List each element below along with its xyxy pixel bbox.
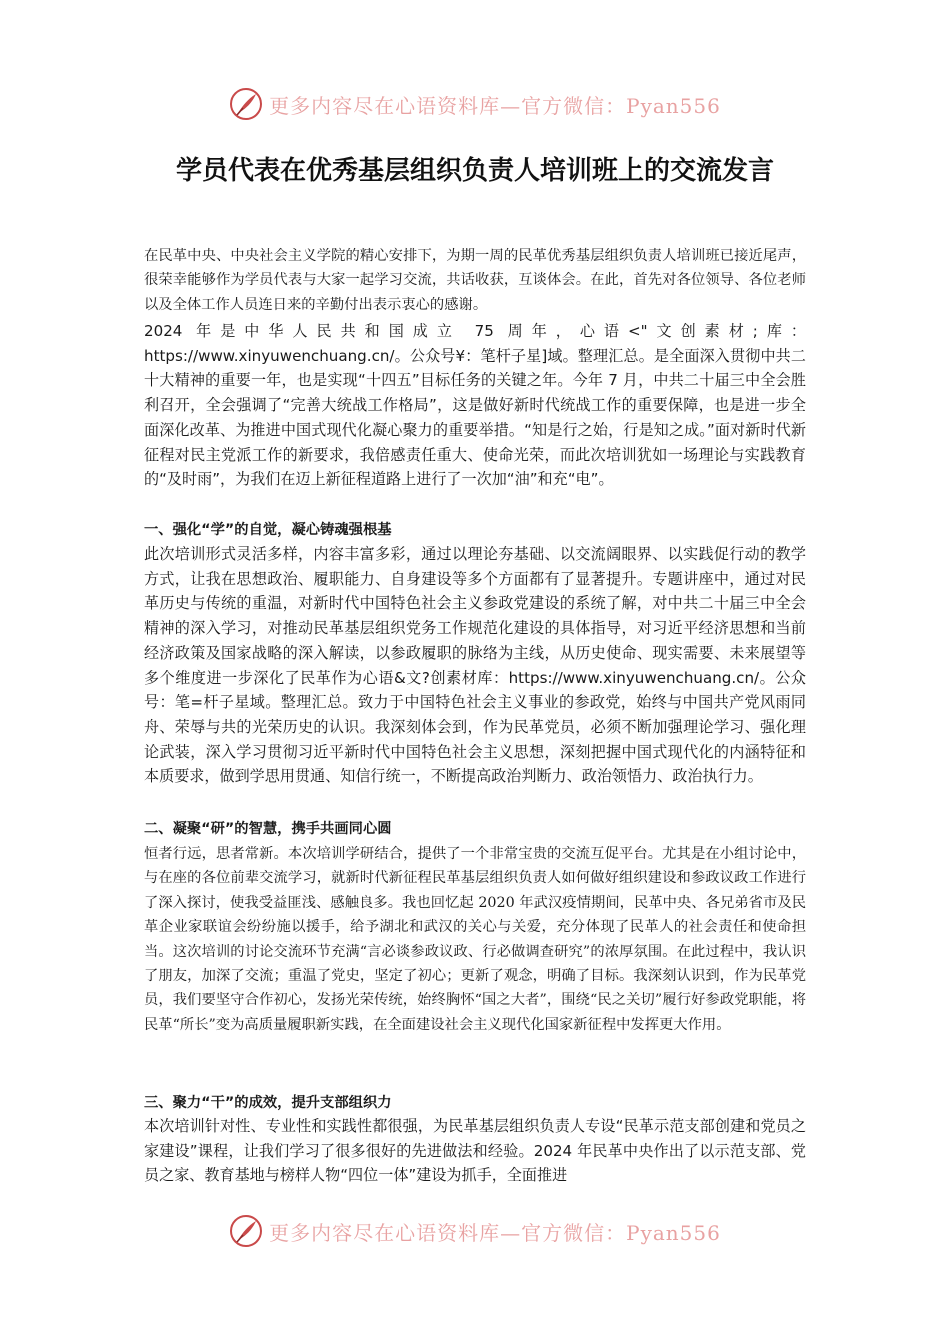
banner-text: 更多内容尽在心语资料库—官方微信：Pyan556 — [269, 1220, 721, 1245]
feather-logo-icon — [229, 1214, 263, 1248]
paragraph-4: 恒者行远，思者常新。本次培训学研结合，提供了一个非常宝贵的交流互促平台。尤其是在小组讨论中，与在座的各位前辈交流学习，就新时代新征程民革基层组织负责人如何做好组织建设和参政议政工作进行了深入探讨，使我受益匪浅、感触良多。我也回忆起 2020 年武汉疫情期间，民革中央、各兄弟省市及民革企业家联谊会纷纷施以援手，给予湖北和武汉的关心与关爱，充分体现了民革人的社会责任和使命担当。这次培训的讨论交流环节充满“言必谈参政议政、行必做调查研究”的浓厚氛围。在此过程中，我认识了朋友，加深了交流；重温了党史，坚定了初心；更新了观念，明确了目标。我深刻认识到，作为民革党员，我们要坚守合作初心，发扬光荣传统，始终胸怀“国之大者”，围绕“民之关切”履行好参政党职能，将民革“所长”变为高质量履职新实践，在全面建设社会主义现代化国家新征程中发挥更大作用。 — [144, 846, 806, 1033]
paragraph-5: 本次培训针对性、专业性和实践性都很强，为民革基层组织负责人专设“民革示范支部创建和党员之家建设”课程，让我们学习了很多很好的先进做法和经验。2024 年民革中央作出了以示范支部、党员之家、教育基地与榜样人物“四位一体”建设为抓手，全面推进 — [144, 1117, 806, 1185]
section-heading-1: 一、强化“学”的自觉，凝心铸魂强根基 — [144, 522, 392, 538]
section-heading-3: 三、聚力“干”的成效，提升支部组织力 — [144, 1095, 392, 1111]
feather-logo-icon — [229, 87, 263, 121]
paragraph-2: 2024 年是中华人民共和国成立 75 周年，心语<"文创素材;库：https://www.xinyuwenchuang.cn/。公众号¥：笔杆子星]域。整理汇总。是全面深入贯彻中共二十大精神的重要一年，也是实现“十四五”目标任务的关键之年。今年 7 月，中共二十届三中全会胜利召开，全会强调了“完善大统战工作格局”，这是做好新时代统战工作的重要保障，也是进一步全面深化改革、为推进中国式现代化凝心聚力的重要举措。“知是行之始，行是知之成。”面对新时代新征程对民主党派工作的新要求，我倍感责任重大、使命光荣，而此次培训犹如一场理论与实践教育的“及时雨”，为我们在迈上新征程道路上进行了一次加“油”和充“电”。 — [144, 322, 806, 489]
intro-paragraph: 在民革中央、中央社会主义学院的精心安排下，为期一周的民革优秀基层组织负责人培训班已接近尾声，很荣幸能够作为学员代表与大家一起学习交流，共话收获，互谈体会。在此，首先对各位领导、各位老师以及全体工作人员连日来的辛勤付出表示衷心的感谢。 — [144, 248, 806, 313]
document-title: 学员代表在优秀基层组织负责人培训班上的交流发言 — [175, 156, 774, 186]
banner-text: 更多内容尽在心语资料库—官方微信：Pyan556 — [269, 93, 721, 118]
header-banner — [0, 84, 950, 124]
section-heading-2: 二、凝聚“研”的智慧，携手共画同心圆 — [144, 821, 392, 837]
footer-banner — [0, 1211, 950, 1251]
paragraph-3: 此次培训形式灵活多样，内容丰富多彩，通过以理论夯基础、以交流阔眼界、以实践促行动的教学方式，让我在思想政治、履职能力、自身建设等多个方面都有了显著提升。专题讲座中，通过对民革历史与传统的重温，对新时代中国特色社会主义参政党建设的系统了解，对中共二十届三中全会精神的深入学习，对推动民革基层组织党务工作规范化建设的具体指导，对习近平经济思想和当前经济政策及国家战略的深入解读，以参政履职的脉络为主线，从历史使命、现实需要、未来展望等多个维度进一步深化了民革作为心语&文?创素材库：https://www.xinyuwenchuang.cn/。公众号：笔=杆子星域。整理汇总。致力于中国特色社会主义事业的参政党，始终与中国共产党风雨同舟、荣辱与共的光荣历史的认识。我深刻体会到，作为民革党员，必须不断加强理论学习、强化理论武装，深入学习贯彻习近平新时代中国特色社会主义思想，深刻把握中国式现代化的内涵特征和本质要求，做到学思用贯通、知信行统一，不断提高政治判断力、政治领悟力、政治执行力。 — [144, 545, 806, 786]
